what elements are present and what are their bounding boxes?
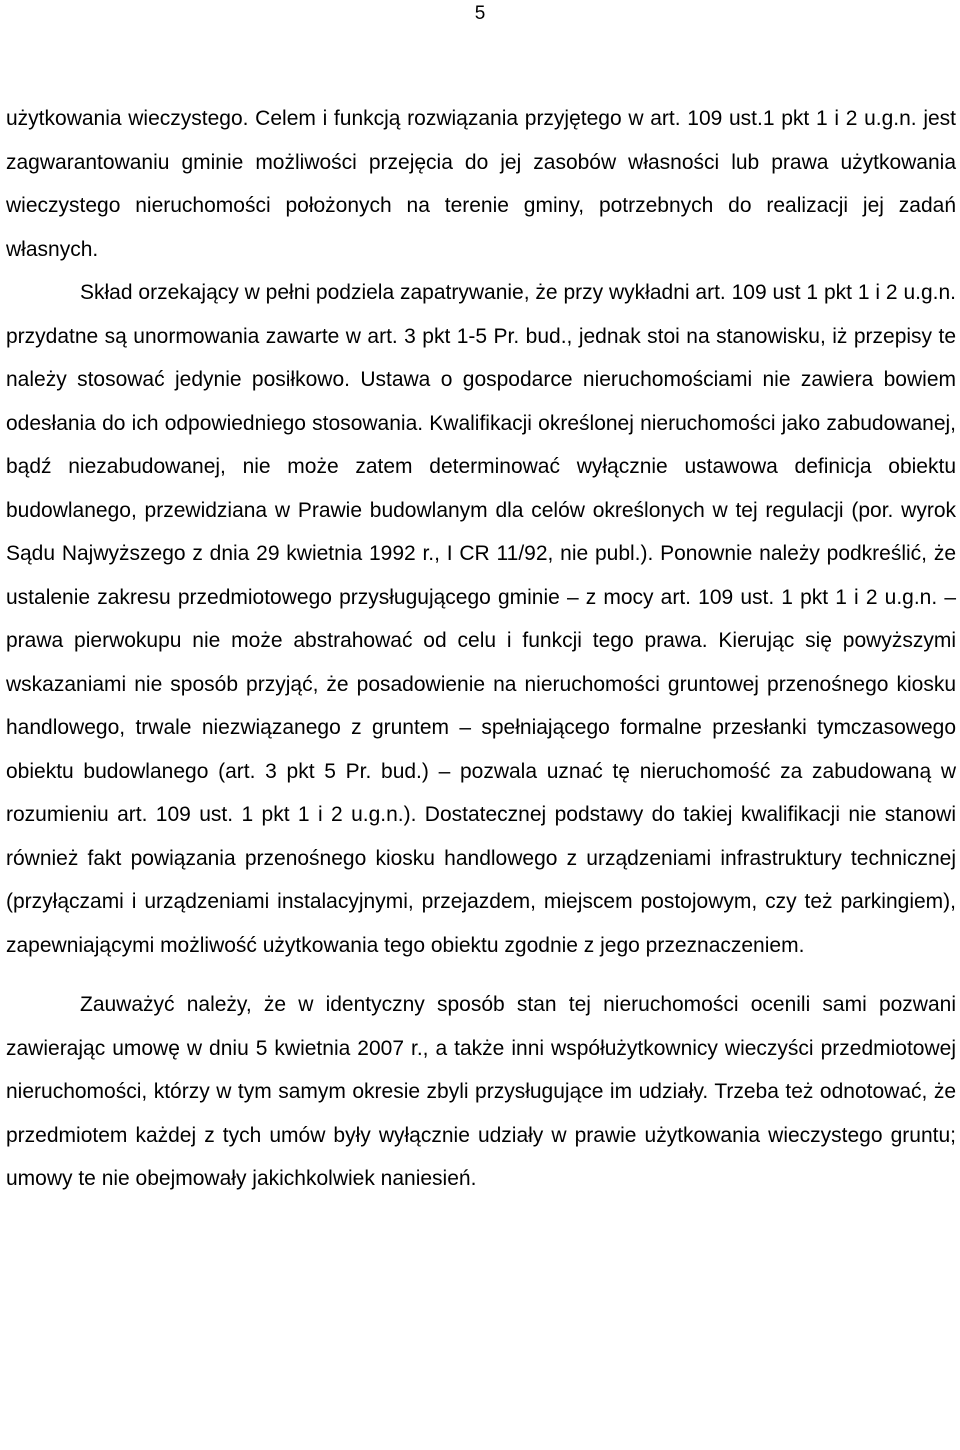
- paragraph-3: Zauważyć należy, że w identyczny sposób stan tej nieruchomości ocenili sami pozwani zawierając umowę w dniu 5 kwietnia 2007 r., a także inni współużytkownicy wieczyści przedmiotowej nieruchomości, którzy w tym samym okresie zbyli przysługujące im udziały. Trzeba też odnotować, że przedmiotem każdej z tych umów były wyłącznie udziały w prawie użytkowania wieczystego gruntu; umowy te nie obejmowały jakichkolwiek naniesień.: [6, 993, 956, 1190]
- page-number: 5: [474, 3, 486, 24]
- document-body: [6, 97, 956, 1201]
- paragraph-1: użytkowania wieczystego. Celem i funkcją rozwiązania przyjętego w art. 109 ust.1 pkt 1 i 2 u.g.n. jest zagwarantowaniu gminie możliwości przejęcia do jej zasobów własności lub prawa użytkowania wieczystego nieruchomości położonych na terenie gminy, potrzebnych do realizacji jej zadań własnych.: [6, 107, 956, 261]
- paragraph-2: Skład orzekający w pełni podziela zapatrywanie, że przy wykładni art. 109 ust 1 pkt 1 i 2 u.g.n. przydatne są unormowania zawarte w art. 3 pkt 1-5 Pr. bud., jednak stoi na stanowisku, iż przepisy te należy stosować jedynie posiłkowo. Ustawa o gospodarce nieruchomościami nie zawiera bowiem odesłania do ich odpowiedniego stosowania. Kwalifikacji określonej nieruchomości jako zabudowanej, bądź niezabudowanej, nie może zatem determinować wyłącznie ustawowa definicja obiektu budowlanego, przewidziana w Prawie budowlanym dla celów określonych w tej regulacji (por. wyrok Sądu Najwyższego z dnia 29 kwietnia 1992 r., I CR 11/92, nie publ.). Ponownie należy podkreślić, że ustalenie zakresu przedmiotowego przysługującego gminie – z mocy art. 109 ust. 1 pkt 1 i 2 u.g.n. – prawa pierwokupu nie może abstrahować od celu i funkcji tego prawa. Kierując się powyższymi wskazaniami nie sposób przyjąć, że posadowienie na nieruchomości gruntowej przenośnego kiosku handlowego, trwale niezwiązanego z gruntem – spełniającego formalne przesłanki tymczasowego obiektu budowlanego (art. 3 pkt 5 Pr. bud.) – pozwala uznać tę nieruchomość za zabudowaną w rozumieniu art. 109 ust. 1 pkt 1 i 2 u.g.n.). Dostatecznej podstawy do takiej kwalifikacji nie stanowi również fakt powiązania przenośnego kiosku handlowego z urządzeniami infrastruktury technicznej (przyłączami i urządzeniami instalacyjnymi, przejazdem, miejscem postojowym, czy też parkingiem), zapewniającymi możliwość użytkowania tego obiektu zgodnie z jego przeznaczeniem.: [6, 281, 956, 957]
